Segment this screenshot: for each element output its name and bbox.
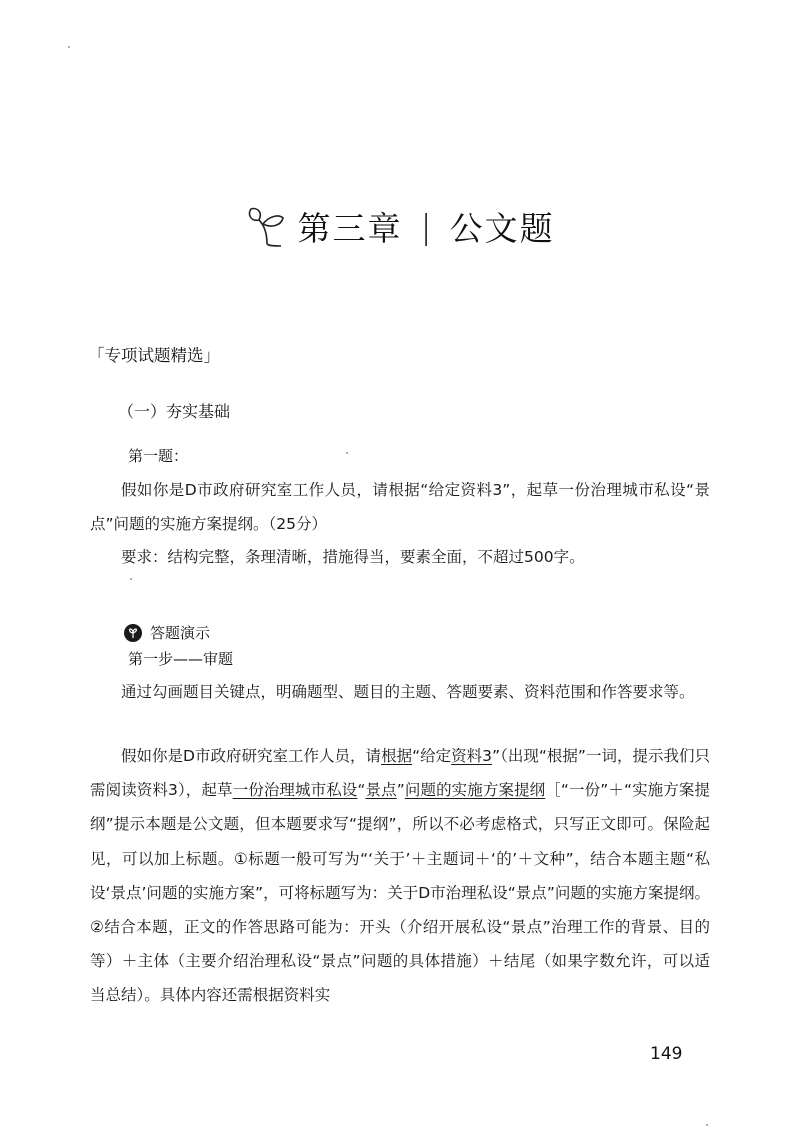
analysis-part-5: ” xyxy=(396,781,405,800)
scan-speck xyxy=(130,578,132,580)
keyword-underline-5: 问题的实施方案提纲 xyxy=(404,781,546,800)
keyword-underline-2: 资料3 xyxy=(451,747,493,765)
question-text: 假如你是D市政府研究室工作人员，请根据“给定资料3”，起草一份治理城市私设“景点”问题的实施方案提纲。（25分） xyxy=(90,481,710,533)
analysis-part-3: ”（出现“根据”一词，提示我们只需阅读资料3），起草 xyxy=(90,747,711,800)
question-label: 第一题： xyxy=(128,447,189,465)
keyword-underline-4: 景点 xyxy=(365,781,397,800)
analysis-part-6: ［“一份”＋“实施方案提纲”提示本题是公文题，但本题要求写“提纲”，所以不必考虑格式，只写正文即可。保险起见，可以加上标题。①标题一般可写为“‘关于’＋主题词＋‘的’＋文种”，结合本题主题“私设‘景点’问题的实施方案”，可将标题写为：关于D市治理私设“景点”问题的实施方案提纲。②结合本题，正文的作答思路可能为：开头（介绍开展私设“景点”治理工作的背景、目的等）＋主体（主要介绍治理私设“景点”问题的具体措施）＋结尾（如果字数允许，可以适当总结）。具体内容还需根据资料实 xyxy=(90,781,710,1005)
scan-speck xyxy=(706,1124,708,1126)
requirements-text: 要求：结构完整，条理清晰，措施得当，要素全面，不超过500字。 xyxy=(121,548,585,566)
chapter-divider: | xyxy=(420,207,432,246)
demo-title: 答题演示 xyxy=(150,624,211,642)
subsection-title: （一）夯实基础 xyxy=(118,402,231,421)
analysis-part-1: 假如你是D市政府研究室工作人员，请 xyxy=(121,747,382,765)
sprout-icon xyxy=(245,204,293,250)
page-number: 149 xyxy=(650,1044,683,1064)
keyword-underline-3: 一份治理城市私设 xyxy=(232,781,358,800)
analysis-paragraph xyxy=(90,739,710,1013)
demo-heading xyxy=(124,622,210,643)
analysis-intro: 通过勾画题目关键点，明确题型、题目的主题、答题要素、资料范围和作答要求等。 xyxy=(121,683,695,701)
section-title: 「专项试题精选」 xyxy=(88,346,220,365)
analysis-part-4: “ xyxy=(357,781,366,800)
chapter-number: 第三章 xyxy=(297,209,403,248)
analysis-part-2: “给定 xyxy=(412,747,452,765)
chapter-header xyxy=(0,203,800,250)
sprout-badge-icon xyxy=(124,624,142,642)
keyword-underline-1: 根据 xyxy=(381,747,413,765)
scan-speck xyxy=(346,452,348,454)
step-title: 第一步——审题 xyxy=(128,650,234,668)
scan-speck xyxy=(68,46,70,48)
chapter-title: 公文题 xyxy=(449,209,555,248)
